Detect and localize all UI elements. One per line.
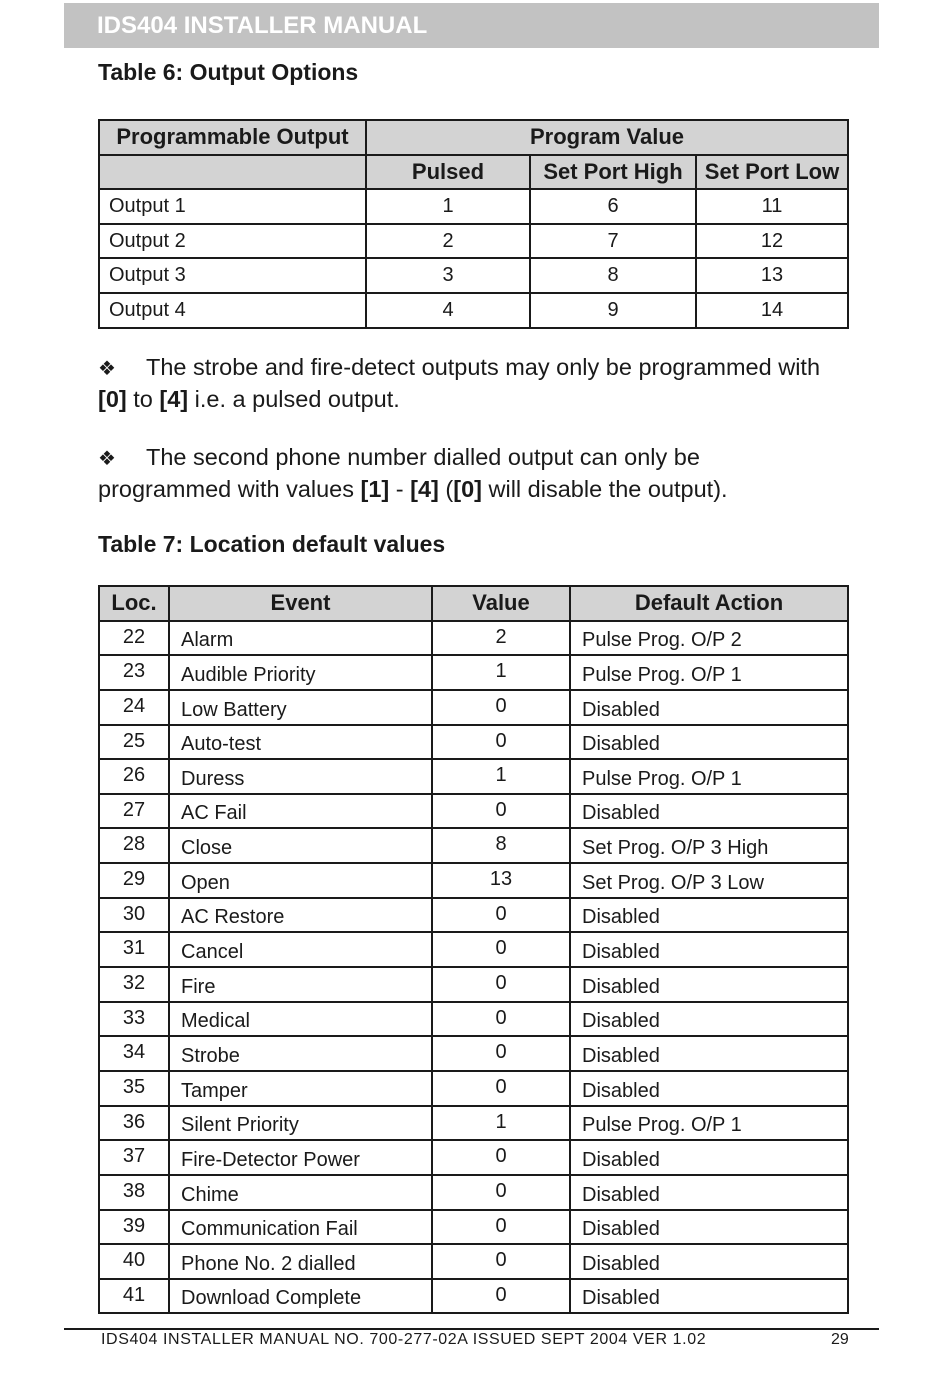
footer-rule bbox=[64, 1328, 879, 1330]
col-header-event: Event bbox=[169, 586, 432, 621]
cell-event: Low Battery bbox=[169, 690, 432, 725]
table-row bbox=[99, 1140, 848, 1175]
note-second-phone bbox=[98, 442, 858, 504]
table-row bbox=[99, 1071, 848, 1106]
note2-bold-3: [0] bbox=[453, 476, 482, 502]
cell-value: 1 bbox=[432, 1106, 570, 1141]
location-defaults-table bbox=[98, 585, 849, 1314]
cell-event: Tamper bbox=[169, 1071, 432, 1106]
table-row bbox=[99, 690, 848, 725]
cell-event: Download Complete bbox=[169, 1279, 432, 1314]
note2-bold-1: [1] bbox=[360, 476, 390, 502]
cell-default-action: Pulse Prog. O/P 1 bbox=[570, 759, 848, 794]
cell-loc: 27 bbox=[99, 794, 169, 829]
cell-loc: 36 bbox=[99, 1106, 169, 1141]
cell-value: 0 bbox=[432, 1140, 570, 1175]
cell-default-action: Disabled bbox=[570, 1002, 848, 1037]
table-row bbox=[99, 828, 848, 863]
cell-event: Alarm bbox=[169, 621, 432, 656]
table-row bbox=[99, 1279, 848, 1314]
cell-loc: 38 bbox=[99, 1175, 169, 1210]
diamond-bullet-icon: ❖ bbox=[98, 448, 116, 470]
cell-value: 2 bbox=[432, 621, 570, 656]
table7-heading: Table 7: Location default values bbox=[98, 531, 446, 557]
cell-event: Chime bbox=[169, 1175, 432, 1210]
table6-body bbox=[99, 189, 848, 327]
cell-loc: 32 bbox=[99, 967, 169, 1002]
note2-bold-2: [4] bbox=[410, 476, 439, 502]
cell-value: 0 bbox=[432, 932, 570, 967]
note2-text-d: ( bbox=[438, 476, 454, 502]
table7-body bbox=[99, 621, 848, 1314]
note2-text-a: The second phone number dialled output can only be bbox=[146, 444, 700, 470]
note1-text-b: to bbox=[126, 386, 160, 412]
page-number: 29 bbox=[831, 1331, 849, 1348]
col-header-blank bbox=[99, 155, 366, 190]
table-row bbox=[99, 967, 848, 1002]
table-subheader-row bbox=[99, 155, 848, 190]
cell-value: 0 bbox=[432, 794, 570, 829]
table-row bbox=[99, 655, 848, 690]
table6-heading: Table 6: Output Options bbox=[98, 59, 359, 85]
cell-value: 0 bbox=[432, 1175, 570, 1210]
note2-text-b: programmed with values bbox=[98, 476, 361, 502]
cell-pulsed: 4 bbox=[366, 293, 530, 328]
cell-output: Output 1 bbox=[99, 189, 366, 224]
cell-event: Close bbox=[169, 828, 432, 863]
cell-loc: 24 bbox=[99, 690, 169, 725]
note1-bold-2: [4] bbox=[159, 386, 189, 412]
note1-text-a: The strobe and fire-detect outputs may only be programmed with bbox=[146, 354, 821, 380]
col-header-pulsed: Pulsed bbox=[366, 155, 530, 190]
table-row bbox=[99, 258, 848, 293]
note2-text-c: - bbox=[389, 476, 411, 502]
cell-set-port-low: 14 bbox=[696, 293, 848, 328]
cell-set-port-high: 9 bbox=[530, 293, 696, 328]
cell-default-action: Disabled bbox=[570, 967, 848, 1002]
cell-default-action: Disabled bbox=[570, 1036, 848, 1071]
note1-text-c: i.e. a pulsed output. bbox=[188, 386, 400, 412]
table-row bbox=[99, 1106, 848, 1141]
cell-loc: 23 bbox=[99, 655, 169, 690]
col-header-programmable-output: Programmable Output bbox=[99, 120, 366, 155]
table-row bbox=[99, 293, 848, 328]
cell-value: 0 bbox=[432, 1210, 570, 1245]
output-options-table bbox=[98, 119, 849, 329]
cell-output: Output 4 bbox=[99, 293, 366, 328]
cell-default-action: Pulse Prog. O/P 1 bbox=[570, 655, 848, 690]
cell-event: AC Fail bbox=[169, 794, 432, 829]
cell-value: 8 bbox=[432, 828, 570, 863]
cell-value: 0 bbox=[432, 725, 570, 760]
cell-default-action: Disabled bbox=[570, 1140, 848, 1175]
cell-default-action: Disabled bbox=[570, 1244, 848, 1279]
note2-text-e: will disable the output). bbox=[481, 476, 728, 502]
page-header bbox=[64, 3, 879, 48]
table-row bbox=[99, 1036, 848, 1071]
diamond-bullet-icon: ❖ bbox=[98, 358, 116, 380]
cell-default-action: Disabled bbox=[570, 690, 848, 725]
footer-text: IDS404 INSTALLER MANUAL NO. 700-277-02A ISSUED SEPT 2004 VER 1.02 bbox=[101, 1331, 707, 1348]
cell-loc: 35 bbox=[99, 1071, 169, 1106]
table-row bbox=[99, 1244, 848, 1279]
cell-set-port-low: 12 bbox=[696, 224, 848, 259]
col-header-default-action: Default Action bbox=[570, 586, 848, 621]
cell-loc: 39 bbox=[99, 1210, 169, 1245]
table-row bbox=[99, 898, 848, 933]
cell-event: Audible Priority bbox=[169, 655, 432, 690]
table-row bbox=[99, 794, 848, 829]
cell-pulsed: 1 bbox=[366, 189, 530, 224]
cell-value: 13 bbox=[432, 863, 570, 898]
cell-set-port-low: 11 bbox=[696, 189, 848, 224]
table-row bbox=[99, 621, 848, 656]
table-header-row bbox=[99, 120, 848, 155]
col-header-set-port-high: Set Port High bbox=[530, 155, 696, 190]
header-title: IDS404 INSTALLER MANUAL bbox=[97, 12, 428, 39]
table-row bbox=[99, 725, 848, 760]
cell-event: Open bbox=[169, 863, 432, 898]
cell-loc: 22 bbox=[99, 621, 169, 656]
cell-value: 0 bbox=[432, 1279, 570, 1314]
table-row bbox=[99, 1210, 848, 1245]
cell-value: 0 bbox=[432, 1244, 570, 1279]
cell-loc: 30 bbox=[99, 898, 169, 933]
cell-default-action: Disabled bbox=[570, 898, 848, 933]
cell-loc: 34 bbox=[99, 1036, 169, 1071]
cell-value: 0 bbox=[432, 1036, 570, 1071]
table-row bbox=[99, 189, 848, 224]
cell-event: Fire bbox=[169, 967, 432, 1002]
table-row bbox=[99, 863, 848, 898]
cell-output: Output 3 bbox=[99, 258, 366, 293]
cell-set-port-high: 8 bbox=[530, 258, 696, 293]
col-header-value: Value bbox=[432, 586, 570, 621]
cell-event: Strobe bbox=[169, 1036, 432, 1071]
note-strobe-fire bbox=[98, 352, 858, 414]
col-header-set-port-low: Set Port Low bbox=[696, 155, 848, 190]
cell-loc: 40 bbox=[99, 1244, 169, 1279]
cell-event: Fire-Detector Power bbox=[169, 1140, 432, 1175]
cell-event: Phone No. 2 dialled bbox=[169, 1244, 432, 1279]
col-header-loc: Loc. bbox=[99, 586, 169, 621]
cell-default-action: Disabled bbox=[570, 725, 848, 760]
cell-loc: 31 bbox=[99, 932, 169, 967]
cell-default-action: Pulse Prog. O/P 2 bbox=[570, 621, 848, 656]
cell-loc: 29 bbox=[99, 863, 169, 898]
cell-output: Output 2 bbox=[99, 224, 366, 259]
cell-set-port-high: 7 bbox=[530, 224, 696, 259]
cell-default-action: Disabled bbox=[570, 932, 848, 967]
note1-bold-1: [0] bbox=[98, 386, 127, 412]
table-row bbox=[99, 1175, 848, 1210]
table-row bbox=[99, 759, 848, 794]
cell-loc: 26 bbox=[99, 759, 169, 794]
table-header-row bbox=[99, 586, 848, 621]
cell-event: Cancel bbox=[169, 932, 432, 967]
cell-event: Auto-test bbox=[169, 725, 432, 760]
cell-loc: 33 bbox=[99, 1002, 169, 1037]
cell-loc: 28 bbox=[99, 828, 169, 863]
cell-event: Communication Fail bbox=[169, 1210, 432, 1245]
cell-value: 0 bbox=[432, 690, 570, 725]
cell-set-port-high: 6 bbox=[530, 189, 696, 224]
cell-default-action: Disabled bbox=[570, 1210, 848, 1245]
cell-pulsed: 2 bbox=[366, 224, 530, 259]
cell-event: Medical bbox=[169, 1002, 432, 1037]
table-row bbox=[99, 224, 848, 259]
cell-event: Duress bbox=[169, 759, 432, 794]
cell-value: 0 bbox=[432, 1071, 570, 1106]
cell-loc: 41 bbox=[99, 1279, 169, 1314]
cell-value: 1 bbox=[432, 655, 570, 690]
cell-value: 0 bbox=[432, 898, 570, 933]
cell-default-action: Disabled bbox=[570, 1175, 848, 1210]
cell-set-port-low: 13 bbox=[696, 258, 848, 293]
cell-loc: 25 bbox=[99, 725, 169, 760]
cell-value: 1 bbox=[432, 759, 570, 794]
cell-event: Silent Priority bbox=[169, 1106, 432, 1141]
cell-value: 0 bbox=[432, 967, 570, 1002]
cell-loc: 37 bbox=[99, 1140, 169, 1175]
cell-default-action: Set Prog. O/P 3 High bbox=[570, 828, 848, 863]
table-row bbox=[99, 1002, 848, 1037]
cell-event: AC Restore bbox=[169, 898, 432, 933]
cell-pulsed: 3 bbox=[366, 258, 530, 293]
cell-value: 0 bbox=[432, 1002, 570, 1037]
cell-default-action: Disabled bbox=[570, 794, 848, 829]
cell-default-action: Disabled bbox=[570, 1279, 848, 1314]
cell-default-action: Set Prog. O/P 3 Low bbox=[570, 863, 848, 898]
cell-default-action: Disabled bbox=[570, 1071, 848, 1106]
col-header-program-value: Program Value bbox=[366, 120, 848, 155]
cell-default-action: Pulse Prog. O/P 1 bbox=[570, 1106, 848, 1141]
table-row bbox=[99, 932, 848, 967]
